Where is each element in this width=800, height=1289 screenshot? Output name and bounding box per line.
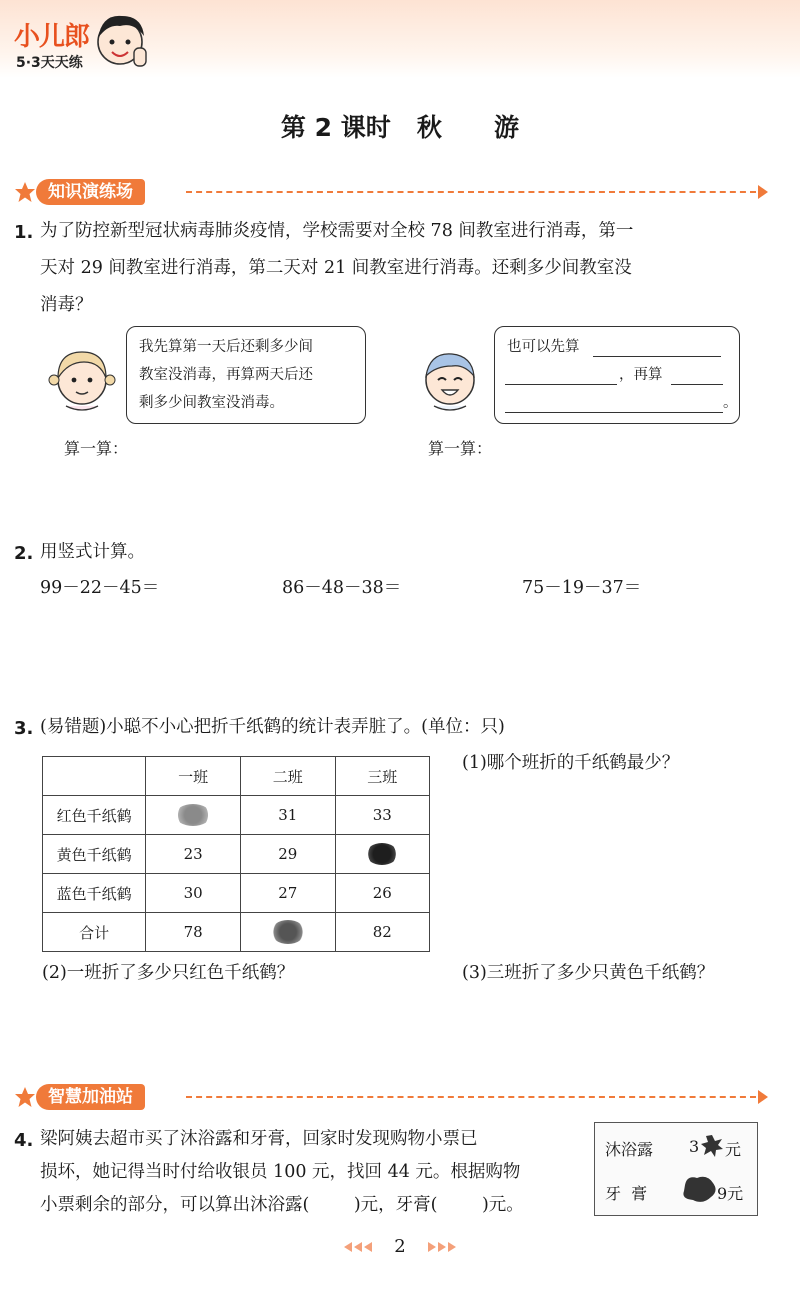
answer-blank-2[interactable] <box>505 384 617 385</box>
table-row <box>43 796 430 835</box>
boy-speech-bubble <box>494 326 740 424</box>
calc-label-right: 算一算： <box>428 439 493 458</box>
q2-problem-3: 75－19－37＝ <box>522 578 642 598</box>
ink-blot-icon <box>681 1175 717 1203</box>
table-cell-ink <box>240 913 335 952</box>
receipt-price-fragment: 9元 <box>717 1184 744 1203</box>
table-header-cell: 三班 <box>335 757 429 796</box>
q1-line-2: 天对 29 间教室进行消毒，第二天对 21 间教室进行消毒。还剩多少间教室没 <box>40 258 632 278</box>
answer-blank-4[interactable] <box>505 412 723 413</box>
boy-bubble-then: ，再算 <box>619 367 663 383</box>
section-header-practice <box>14 177 774 207</box>
boy-bubble-end: 。 <box>723 395 738 411</box>
calc-label-left: 算一算： <box>64 439 129 458</box>
table-header-cell <box>43 757 146 796</box>
q4-line-2: 损坏，她记得当时付给收银员 100 元，找回 44 元。根据购物 <box>40 1162 521 1182</box>
boy-bubble-line-1: 也可以先算 <box>507 339 580 355</box>
table-cell: 26 <box>335 874 429 913</box>
ink-blot-icon <box>175 804 211 826</box>
ink-blot-icon <box>701 1135 723 1157</box>
receipt-price-fragment: 3 <box>689 1137 700 1156</box>
girl-bubble-line-2: 教室没消毒，再算两天后还 <box>139 367 313 383</box>
question-number-1: 1. <box>14 222 34 243</box>
question-number-3: 3. <box>14 718 34 739</box>
ink-blot-icon <box>366 843 398 865</box>
crane-stat-table <box>42 756 430 952</box>
lesson-title: 第 2 课时 秋 游 <box>280 113 520 142</box>
girl-bubble-line-1: 我先算第一天后还剩多少间 <box>139 339 313 355</box>
next-arrows-icon <box>427 1236 457 1257</box>
table-cell: 82 <box>335 913 429 952</box>
page-number-bar <box>0 1236 800 1257</box>
boy-avatar <box>412 340 490 418</box>
table-header-row <box>43 757 430 796</box>
table-header-cell: 一班 <box>146 757 241 796</box>
series-label: 5·3天天练 <box>16 55 83 71</box>
receipt-item: 沐浴露 <box>605 1140 654 1159</box>
table-cell: 23 <box>146 835 241 874</box>
section-title-challenge: 智慧加油站 <box>36 1084 145 1110</box>
table-cell: 蓝色千纸鹤 <box>43 874 146 913</box>
table-cell: 78 <box>146 913 241 952</box>
q2-problem-1: 99－22－45＝ <box>40 578 160 598</box>
table-cell: 29 <box>240 835 335 874</box>
table-cell: 红色千纸鹤 <box>43 796 146 835</box>
section-title-practice: 知识演练场 <box>36 179 145 205</box>
table-cell: 33 <box>335 796 429 835</box>
page-number: 2 <box>394 1236 406 1257</box>
table-cell: 黄色千纸鹤 <box>43 835 146 874</box>
answer-blank-3[interactable] <box>671 384 723 385</box>
prev-arrows-icon <box>343 1236 373 1257</box>
q3-sub-1: (1)哪个班折的千纸鹤最少？ <box>462 753 680 773</box>
table-cell: 31 <box>240 796 335 835</box>
table-cell: 27 <box>240 874 335 913</box>
damaged-receipt <box>594 1122 758 1216</box>
answer-blank-1[interactable] <box>593 356 721 357</box>
question-number-4: 4. <box>14 1130 34 1151</box>
table-cell-ink <box>146 796 241 835</box>
q2-prompt: 用竖式计算。 <box>40 542 145 562</box>
girl-bubble-line-3: 剩多少间教室没消毒。 <box>139 395 284 411</box>
section-header-challenge <box>14 1082 774 1112</box>
table-header-cell: 二班 <box>240 757 335 796</box>
receipt-unit: 元 <box>725 1140 742 1159</box>
arrow-right-icon <box>758 185 768 199</box>
q3-sub-2: (2)一班折了多少只红色千纸鹤？ <box>42 963 295 983</box>
table-cell: 合计 <box>43 913 146 952</box>
brand-logo: 小儿郎 <box>14 22 90 52</box>
q4-line-3: 小票剩余的部分，可以算出沐浴露( )元，牙膏( )元。 <box>40 1195 524 1215</box>
table-row <box>43 913 430 952</box>
girl-speech-bubble <box>126 326 366 424</box>
girl-avatar <box>44 340 122 418</box>
q1-line-1: 为了防控新型冠状病毒肺炎疫情，学校需要对全校 78 间教室进行消毒，第一 <box>40 221 634 241</box>
ink-blot-icon <box>271 920 305 944</box>
receipt-item: 牙 膏 <box>605 1184 648 1203</box>
question-number-2: 2. <box>14 543 34 564</box>
table-row <box>43 874 430 913</box>
section-divider <box>186 191 756 193</box>
star-icon <box>14 1086 36 1108</box>
q4-line-1: 梁阿姨去超市买了沐浴露和牙膏，回家时发现购物小票已 <box>40 1129 478 1149</box>
table-row <box>43 835 430 874</box>
arrow-right-icon <box>758 1090 768 1104</box>
star-icon <box>14 181 36 203</box>
q3-sub-3: (3)三班折了多少只黄色千纸鹤？ <box>462 963 715 983</box>
mascot-icon <box>90 8 152 74</box>
q1-line-3: 消毒？ <box>40 295 93 315</box>
table-cell: 30 <box>146 874 241 913</box>
q2-problem-2: 86－48－38＝ <box>282 578 402 598</box>
q3-prompt: (易错题)小聪不小心把折千纸鹤的统计表弄脏了。(单位：只) <box>40 717 505 737</box>
table-cell-ink <box>335 835 429 874</box>
section-divider <box>186 1096 756 1098</box>
